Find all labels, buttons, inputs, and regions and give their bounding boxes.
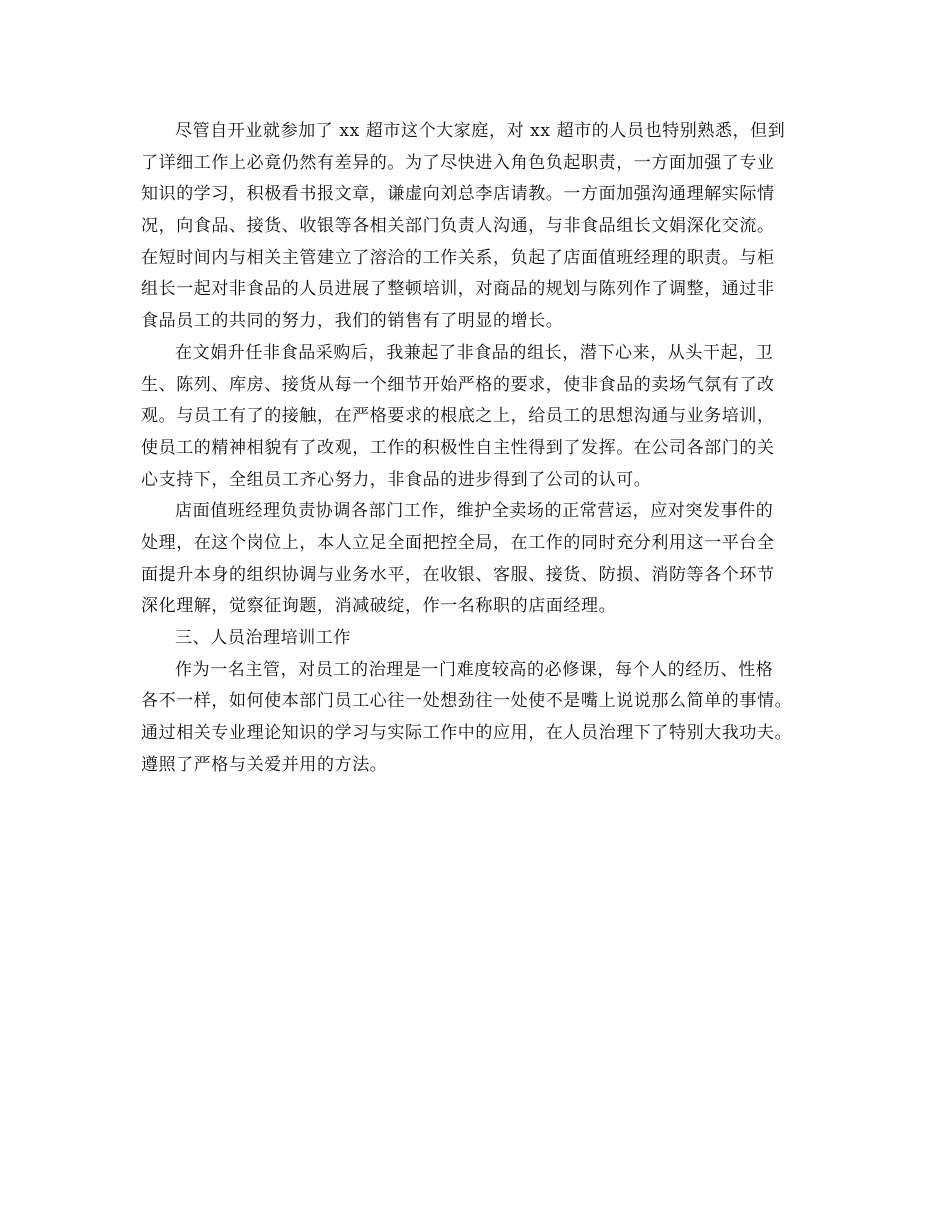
text-line: 知识的学习，积极看书报文章，谦虚向刘总李店请教。一方面加强沟通理解实际情	[141, 184, 775, 205]
text-line: 各不一样，如何使本部门员工心往一处想劲往一处使不是嘴上说说那么简单的事情。	[141, 691, 793, 712]
text-line: 在短时间内与相关主管建立了溶洽的工作关系，负起了店面值班经理的职责。与柜	[141, 247, 775, 268]
text-line: 三、人员治理培训工作	[175, 628, 351, 648]
text-line: 组长一起对非食品的人员进展了整顿培训，对商品的规划与陈列作了调整，通过非	[141, 279, 775, 300]
text-line: 通过相关专业理论知识的学习与实际工作中的应用，在人员治理下了特别大我功夫。	[141, 723, 793, 744]
text-line: 尽管自开业就参加了 xx 超市这个大家庭，对 xx 超市的人员也特别熟悉，但到	[175, 121, 786, 141]
document-body	[141, 116, 821, 781]
text-line: 心支持下，全组员工齐心努力，非食品的进步得到了公司的认可。	[141, 469, 652, 490]
text-line: 了详细工作上必竟仍然有差异的。为了尽快进入角色负起职责，一方面加强了专业	[141, 152, 775, 173]
text-line: 作为一名主管，对员工的治理是一门难度较高的必修课，每个人的经历、性格	[175, 659, 774, 680]
text-line: 食品员工的共同的努力，我们的销售有了明显的增长。	[141, 311, 564, 332]
text-line: 处理，在这个岗位上，本人立足全面把控全局，在工作的同时充分利用这一平台全	[141, 532, 775, 553]
text-line: 在文娟升任非食品采购后，我兼起了非食品的组长，潜下心来，从头干起，卫	[175, 342, 774, 363]
text-line: 生、陈列、库房、接货从每一个细节开始严格的要求，使非食品的卖场气氛有了改	[141, 374, 775, 395]
text-line: 遵照了严格与关爱并用的方法。	[141, 754, 388, 775]
text-line: 面提升本身的组织协调与业务水平，在收银、客服、接货、防损、消防等各个环节	[141, 564, 775, 585]
text-line: 使员工的精神相貌有了改观，工作的积极性自主性得到了发挥。在公司各部门的关	[141, 437, 775, 458]
text-line: 深化理解，觉察征询题，消减破绽，作一名称职的店面经理。	[141, 596, 617, 617]
text-line: 况，向食品、接货、收银等各相关部门负责人沟通，与非食品组长文娟深化交流。	[141, 216, 775, 237]
text-line: 观。与员工有了的接触，在严格要求的根底之上，给员工的思想沟通与业务培训，	[141, 406, 775, 427]
text-line: 店面值班经理负责协调各部门工作，维护全卖场的正常营运，应对突发事件的	[175, 501, 774, 522]
